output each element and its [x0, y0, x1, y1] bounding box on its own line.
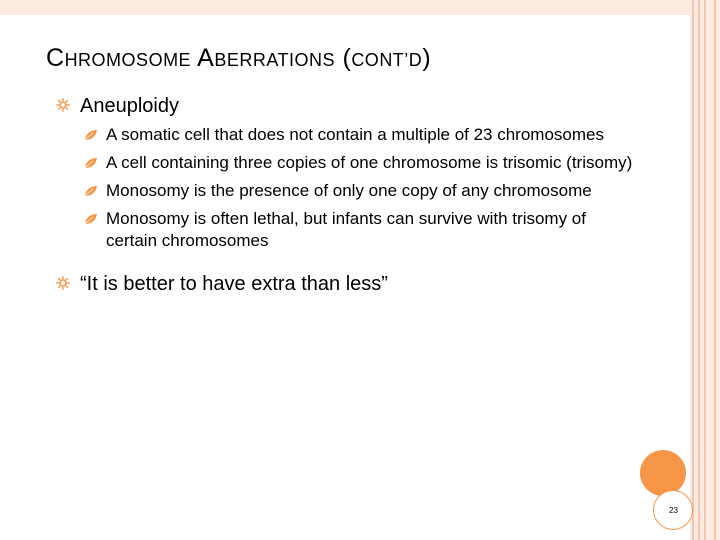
slide-title [46, 44, 431, 73]
sub-bullet-text: Monosomy is often lethal, but infants can survive with trisomy of certain chromosomes [106, 209, 586, 250]
leaf-icon [84, 129, 98, 141]
sub-bullet-text: A somatic cell that does not contain a multiple of 23 chromosomes [106, 125, 604, 144]
frame-stripe [704, 0, 706, 540]
page-number: 23 [669, 506, 678, 515]
sub-bullet-text: Monosomy is the presence of only one copy of any chromosome [106, 181, 592, 200]
sub-bullet [56, 152, 636, 174]
title-smallcaps: CONT’D [351, 50, 423, 70]
sub-bullet-list [56, 124, 636, 252]
title-cap: A [197, 44, 215, 72]
leaf-icon [84, 185, 98, 197]
sub-bullet [56, 180, 636, 202]
bullet-text: “It is better to have extra than less” [80, 273, 388, 295]
bullet-quote [56, 270, 636, 298]
spacer [56, 258, 636, 270]
title-paren: ) [422, 44, 432, 72]
frame-top-band [0, 0, 720, 15]
sun-icon [56, 276, 70, 290]
frame-stripe [714, 0, 716, 540]
slide-body [56, 92, 636, 298]
bullet-text: Aneuploidy [80, 95, 179, 117]
sun-icon [56, 98, 70, 112]
sub-bullet [56, 124, 636, 146]
title-smallcaps: HROMOSOME [64, 50, 192, 70]
leaf-icon [84, 157, 98, 169]
title-paren: ( [342, 44, 352, 72]
frame-stripe [692, 0, 694, 540]
sub-bullet-text: A cell containing three copies of one chromosome is trisomic (trisomy) [106, 153, 633, 172]
leaf-icon [84, 213, 98, 225]
title-cap: C [46, 44, 65, 72]
bullet-aneuploidy [56, 92, 636, 120]
sub-bullet [56, 208, 636, 252]
frame-stripe [698, 0, 700, 540]
title-smallcaps: BERRATIONS [214, 50, 336, 70]
